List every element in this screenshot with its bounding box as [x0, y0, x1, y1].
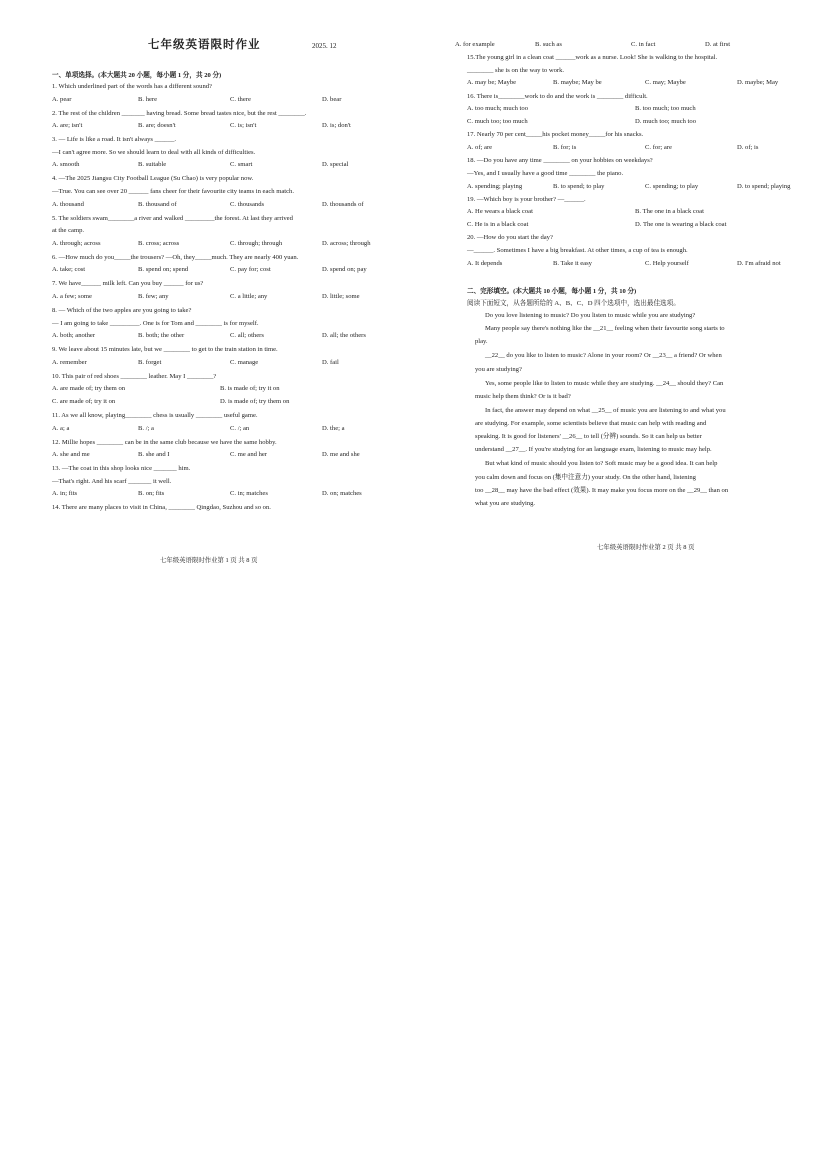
page-date: 2025. 12	[312, 42, 337, 50]
passage-line: understand __27__. If you're studying for an language exam, listening to music may help.	[475, 446, 712, 454]
option-b: B. forget	[138, 358, 162, 366]
option-c: C. me and her	[230, 451, 267, 459]
left-question-13-stem: 13. —The coat in this shop looks nice _______ him.	[52, 465, 191, 473]
section-2-header: 二、完形填空。(本大题共 10 小题，每小题 1 分，共 10 分)	[467, 288, 637, 295]
option-b: B. are; doesn't	[138, 122, 176, 130]
option-a: A. He wears a black coat	[467, 208, 533, 216]
option-b: B. both; the other	[138, 332, 185, 340]
option-c: C. are made of; try it on	[52, 398, 116, 405]
passage-line: Do you love listening to music? Do you listen to music while you are studying?	[485, 312, 696, 319]
option-a: A. she and me	[52, 451, 90, 459]
option-b: B. The one in a black coat	[635, 208, 704, 216]
left-question-12-stem: 12. Millie hopes ________ can be in the same club because we have the same hobby.	[52, 438, 277, 446]
left-question-5-stem: 5. The soldiers swam________a river and walked _________the forest. At last they arrived	[52, 214, 293, 222]
passage-line: you calm down and focus on (集中注意力) your study. On the other hand, listening	[475, 473, 696, 481]
option-a: A. take; cost	[52, 266, 86, 274]
option-a: A. in; fits	[52, 490, 78, 498]
option-c: C. for; are	[645, 143, 672, 151]
option-a: A. of; are	[467, 143, 493, 151]
option-d: D. is; don't	[322, 122, 351, 130]
option-a: A. both; another	[52, 332, 96, 340]
option-c: C. a little; any	[230, 293, 268, 300]
option-a: A. a; a	[52, 424, 70, 432]
q14-option-c: C. in fact	[631, 41, 656, 48]
option-c: C. manage	[230, 358, 259, 366]
option-b: B. spend on; spend	[138, 266, 189, 274]
option-c: C. spending; to play	[645, 182, 699, 190]
option-c: C. may; Maybe	[645, 79, 686, 87]
option-a: A. may be; Maybe	[467, 79, 517, 87]
option-d: D. on; matches	[322, 490, 362, 498]
right-question-4-stem: —Yes, and I usually have a good time ________ the piano.	[467, 169, 624, 177]
option-a: A. smooth	[52, 161, 80, 169]
q14-option-b: B. such as	[535, 41, 562, 48]
option-a: A. a few; some	[52, 293, 92, 300]
left-question-10-stem: 10. This pair of red shoes ________ leather. May I ________?	[52, 372, 217, 380]
left-question-14-stem: 14. There are many places to visit in China, ________ Qingdao, Suzhou and so on.	[52, 504, 271, 512]
left-question-1-stem: 1. Which underlined part of the words has a different sound?	[52, 83, 212, 90]
option-c: C. smart	[230, 161, 253, 169]
passage-line: speaking. It is good for listeners' __26__ to tell (分辨) sounds. So it can help us better	[475, 433, 702, 441]
option-b: B. thousand of	[138, 200, 177, 208]
option-a: A. are; isn't	[52, 122, 83, 130]
passage-line: are studying. For example, some scientists believe that music can help with reading and	[475, 420, 707, 427]
left-question-3-stem: —I can't agree more. So we should learn to deal with all kinds of difficulties.	[52, 148, 256, 156]
option-c: C. through; through	[230, 239, 283, 247]
right-question-3-stem: 17. Nearly 70 per cent_____his pocket money_____for his snacks.	[467, 131, 644, 139]
option-c: C. all; others	[230, 332, 264, 340]
left-question-9-stem: 9. We leave about 15 minutes late, but we ________ to get to the train station in time.	[52, 346, 278, 354]
option-b: B. too much; too much	[635, 105, 696, 113]
option-a: A. remember	[52, 358, 87, 366]
left-question-6-stem: 6. —How much do you_____the trousers? —Oh, they_____much. They are nearly 400 yuan.	[52, 253, 299, 261]
left-question-3-stem: 3. — Life is like a road. It isn't always ______.	[52, 136, 177, 144]
option-b: B. here	[138, 95, 158, 103]
page-2-footer: 七年级英语限时作业第 2 页 共 8 页	[597, 544, 695, 551]
passage-line: In fact, the answer may depend on what __25__ of music you are listening to and what you	[485, 406, 726, 414]
page-1-footer: 七年级英语限时作业第 1 页 共 8 页	[160, 557, 258, 564]
right-question-6-stem: 20. —How do you start the day?	[467, 234, 553, 242]
option-d: D. special	[322, 161, 349, 169]
left-question-8-stem: 8. — Which of the two apples are you going to take?	[52, 307, 192, 314]
passage-line: you are studying?	[475, 365, 522, 373]
passage-line: But what kind of music should you listen to? Soft music may be a good idea. It can help	[485, 460, 718, 468]
option-d: D. fail	[322, 358, 339, 366]
option-a: A. thousand	[52, 200, 84, 208]
passage-line: Yes, some people like to listen to music while they are studying. __24__ should they? Can	[485, 379, 724, 387]
option-a: A. are made of; try them on	[52, 385, 126, 393]
passage-line: too __28__ may have the bad effect (效果). It may make you focus more on the __29__ than on	[475, 486, 729, 494]
passage-line: play.	[475, 338, 488, 346]
option-d: D. little; some	[322, 293, 360, 300]
option-d: D. is made of; try them on	[220, 398, 290, 405]
option-b: B. /; a	[138, 424, 154, 432]
option-b: B. suitable	[138, 161, 167, 169]
left-question-11-stem: 11. As we all know, playing________ chess is usually ________ useful game.	[52, 412, 258, 419]
right-question-1-stem: ________ she is on the way to work.	[467, 66, 565, 74]
option-c: C. pay for; cost	[230, 266, 271, 274]
option-b: B. for; is	[553, 143, 577, 151]
option-b: B. Take it easy	[553, 259, 592, 267]
option-d: D. I'm afraid not	[737, 259, 781, 267]
right-question-1-stem: 15.The young girl in a clean coat ______work as a nurse. Look! She is walking to the hospital.	[467, 54, 718, 61]
option-a: A. too much; much too	[467, 105, 528, 113]
left-question-8-stem: — I am going to take _________. One is for Tom and ________ is for myself.	[52, 319, 259, 327]
option-c: C. much too; too much	[467, 118, 528, 125]
option-a: A. spending; playing	[467, 182, 523, 190]
option-d: D. me and she	[322, 451, 360, 459]
passage-line: music help them think? Or is it bad?	[475, 392, 571, 400]
option-c: C. thousands	[230, 200, 265, 208]
option-d: D. maybe; May	[737, 79, 779, 87]
right-question-6-stem: —______. Sometimes I have a big breakfast. At other times, a cup of tea is enough.	[467, 247, 688, 254]
option-b: B. cross; across	[138, 239, 180, 247]
option-b: B. is made of; try it on	[220, 385, 280, 393]
option-c: C. He is in a black coat	[467, 221, 529, 229]
option-a: A. through; across	[52, 239, 101, 247]
option-b: B. few; any	[138, 293, 169, 300]
option-a: A. pear	[52, 95, 72, 103]
option-d: D. The one is wearing a black coat	[635, 221, 727, 229]
option-c: C. is; isn't	[230, 122, 257, 130]
right-question-5-stem: 19. —Which boy is your brother? —______.	[467, 195, 586, 203]
section-1-header: 一、单项选择。(本大题共 20 小题，每小题 1 分，共 20 分)	[52, 72, 222, 79]
option-b: B. on; fits	[138, 490, 165, 498]
option-b: B. she and I	[138, 451, 170, 459]
passage-line: Many people say there's nothing like the __21__ feeling when their favourite song starts to	[485, 325, 725, 333]
option-d: D. all; the others	[322, 332, 366, 340]
option-c: C. /; an	[230, 424, 250, 432]
option-d: D. bear	[322, 95, 342, 103]
passage-line: __22__ do you like to listen to music? Alone in your room? Or __23__ a friend? Or when	[485, 352, 722, 360]
page-title: 七年级英语限时作业	[148, 39, 261, 51]
option-c: C. Help yourself	[645, 259, 689, 267]
option-d: D. thousands of	[322, 200, 364, 208]
option-d: D. spend on; pay	[322, 266, 367, 274]
option-d: D. the; a	[322, 424, 345, 432]
option-c: C. in; matches	[230, 490, 268, 498]
passage-line: what you are studying.	[475, 500, 536, 507]
option-d: D. across; through	[322, 239, 371, 247]
option-b: B. to spend; to play	[553, 182, 605, 190]
left-question-7-stem: 7. We have______ milk left. Can you buy ______ for us?	[52, 280, 204, 288]
cloze-instruction: 阅读下面短文，从各题所给的 A、B、C、D 四个选项中，选出最佳选项。	[467, 300, 680, 307]
left-question-4-stem: 4. —The 2025 Jiangsu City Football League (Su Chao) is very popular now.	[52, 175, 254, 183]
left-question-4-stem: —True. You can see over 20 ______ fans cheer for their favourite city teams in each match.	[52, 188, 295, 195]
left-question-13-stem: —That's right. And his scarf _______ it well.	[52, 477, 172, 485]
option-d: D. to spend; playing	[737, 182, 791, 190]
q14-option-a: A. for example	[455, 41, 495, 48]
left-question-2-stem: 2. The rest of the children _______ having bread. Some bread tastes nice, but the rest ________.	[52, 109, 307, 117]
option-b: B. maybe; May be	[553, 79, 602, 87]
option-a: A. It depends	[467, 259, 503, 267]
q14-option-d: D. at first	[705, 41, 731, 48]
right-question-4-stem: 18. —Do you have any time ________ on your hobbies on weekdays?	[467, 157, 653, 165]
option-d: D. much too; much too	[635, 118, 696, 125]
option-d: D. of; is	[737, 143, 759, 151]
right-question-2-stem: 16. There is________work to do and the work is ________ difficult.	[467, 92, 648, 100]
option-c: C. there	[230, 95, 251, 103]
left-question-5-stem: at the camp.	[52, 227, 85, 235]
